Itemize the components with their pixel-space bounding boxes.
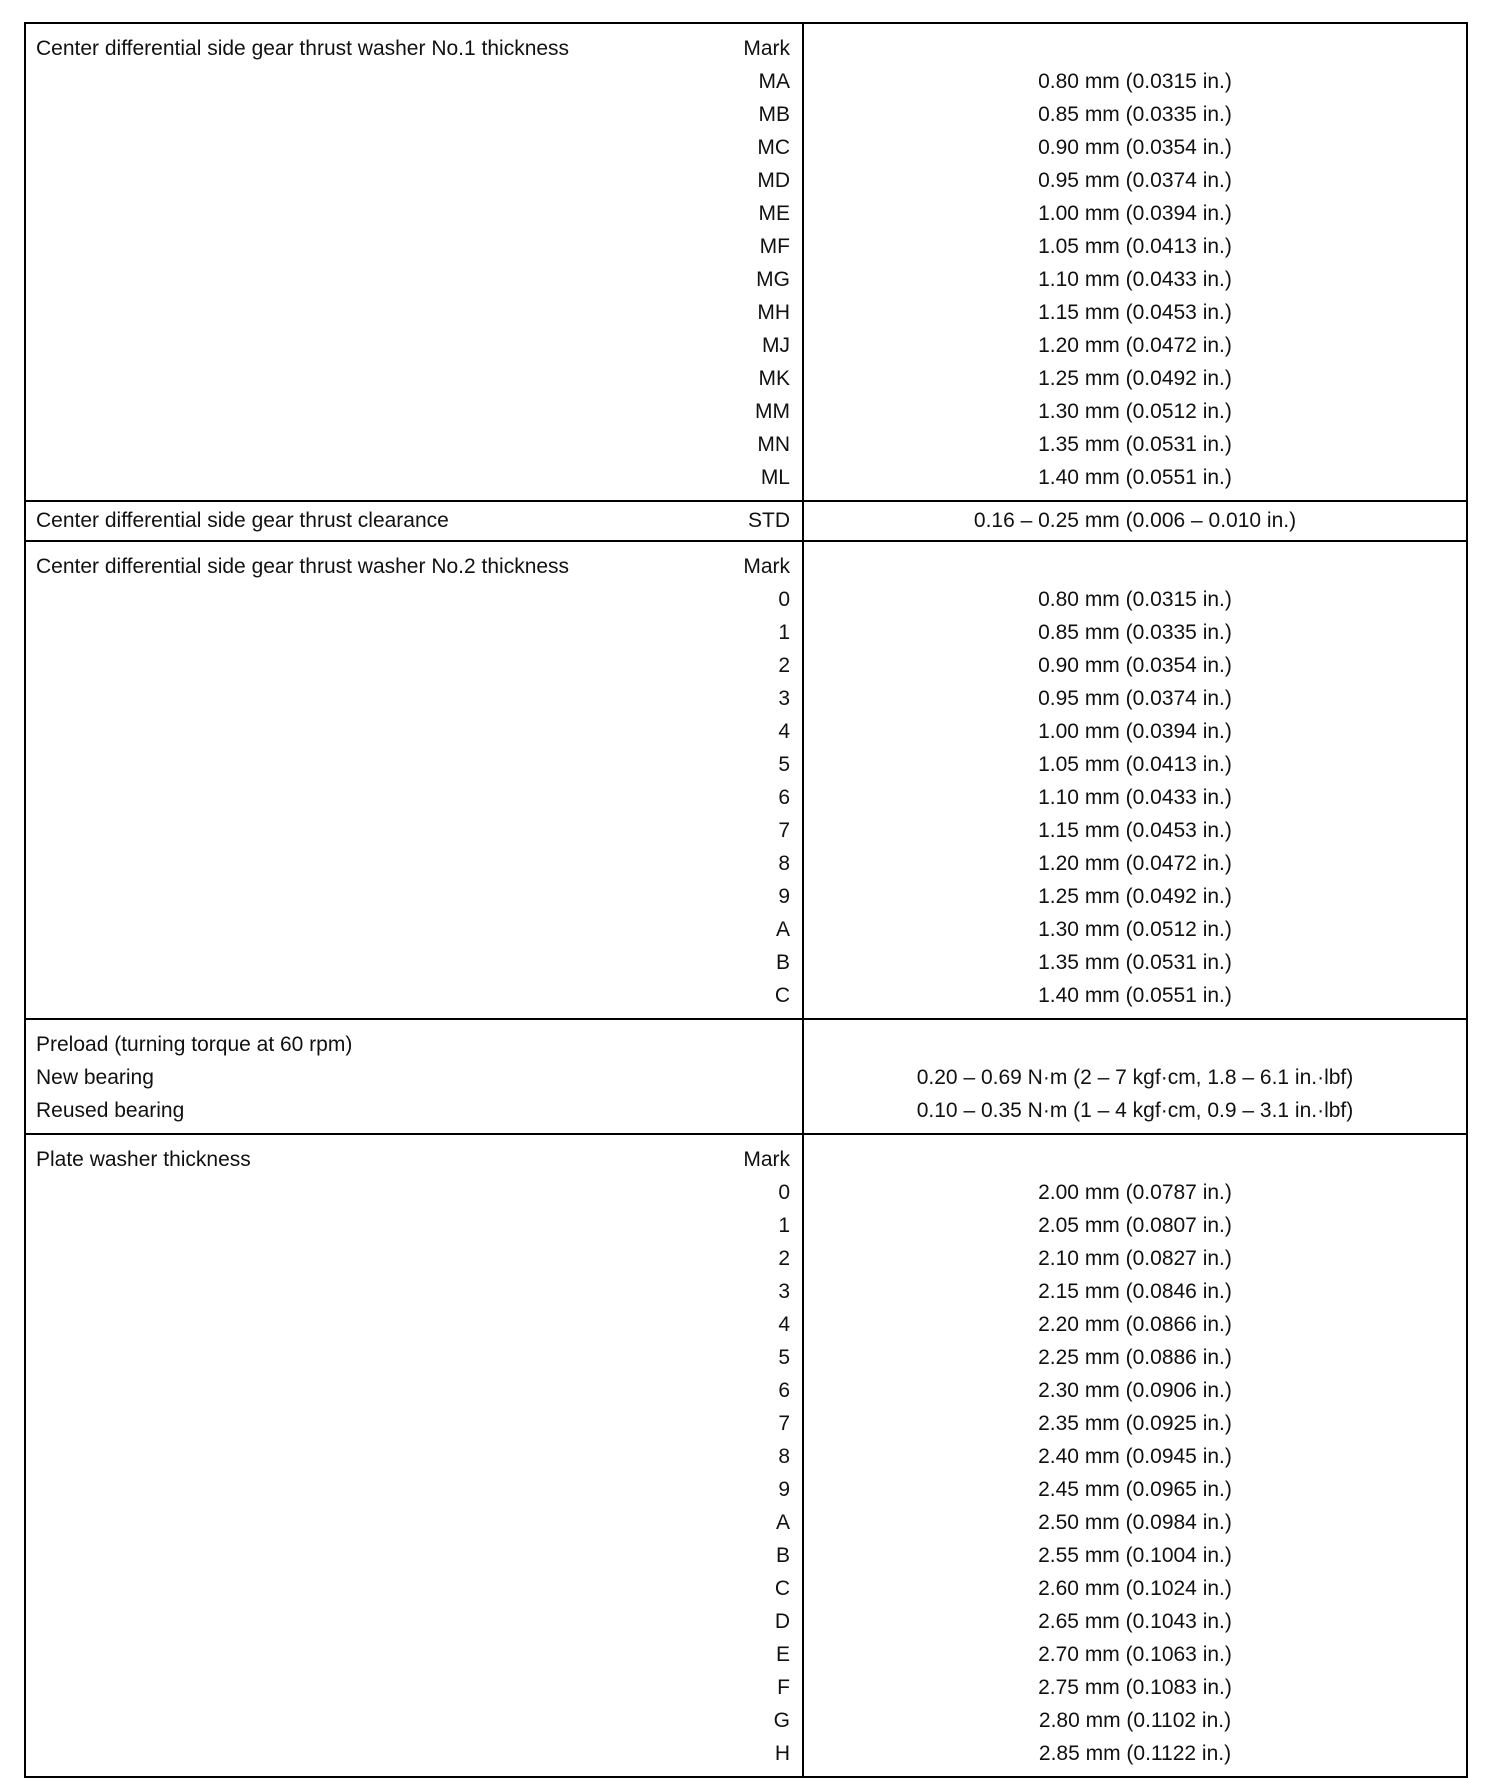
mark-row — [26, 1242, 802, 1275]
thickness-value: 2.20 mm (0.0866 in.) — [1038, 1313, 1232, 1336]
mark-row-spacer — [26, 1605, 36, 1638]
thickness-value: 0.95 mm (0.0374 in.) — [1038, 169, 1232, 192]
mark-value: 8 — [778, 852, 790, 875]
mark-row-spacer — [26, 461, 36, 494]
section-right-cell — [804, 24, 1466, 500]
item-label: Plate washer thickness — [36, 1148, 251, 1171]
section-preload — [26, 1020, 1466, 1135]
mark-row — [26, 1572, 802, 1605]
mark-value: A — [775, 1511, 790, 1534]
mark-list — [26, 1176, 802, 1770]
mark-row — [26, 197, 802, 230]
thickness-value: 1.00 mm (0.0394 in.) — [1038, 720, 1232, 743]
mark-row-spacer — [26, 1704, 36, 1737]
thickness-value: 1.20 mm (0.0472 in.) — [1038, 334, 1232, 357]
thickness-value: 1.40 mm (0.0551 in.) — [1038, 984, 1232, 1007]
mark-row-spacer — [26, 428, 36, 461]
mark-value: 1 — [778, 621, 790, 644]
mark-row-spacer — [26, 1440, 36, 1473]
mark-value: F — [777, 1676, 790, 1699]
thickness-value: 1.25 mm (0.0492 in.) — [1038, 885, 1232, 908]
thickness-value: 2.30 mm (0.0906 in.) — [1038, 1379, 1232, 1402]
reused-bearing-label: Reused bearing — [36, 1099, 185, 1122]
mark-header: Mark — [743, 1148, 790, 1171]
thickness-value: 0.90 mm (0.0354 in.) — [1038, 654, 1232, 677]
mark-row-spacer — [26, 1407, 36, 1440]
section-header-row — [26, 1143, 802, 1176]
thickness-value: 0.85 mm (0.0335 in.) — [1038, 103, 1232, 126]
thickness-value: 1.10 mm (0.0433 in.) — [1038, 786, 1232, 809]
mark-row-spacer — [26, 814, 36, 847]
section-thrust-clearance — [26, 502, 1466, 542]
mark-value: 7 — [778, 819, 790, 842]
mark-row — [26, 946, 802, 979]
mark-row — [26, 461, 802, 494]
thickness-value: 1.35 mm (0.0531 in.) — [1038, 951, 1232, 974]
section-right-cell — [804, 1020, 1466, 1133]
thickness-value: 2.15 mm (0.0846 in.) — [1038, 1280, 1232, 1303]
thickness-value: 2.40 mm (0.0945 in.) — [1038, 1445, 1232, 1468]
mark-row-spacer — [26, 880, 36, 913]
mark-row-spacer — [26, 230, 36, 263]
mark-value: 2 — [778, 1247, 790, 1270]
mark-row — [26, 428, 802, 461]
mark-row — [26, 263, 802, 296]
mark-row — [26, 748, 802, 781]
preload-title-row — [26, 1028, 802, 1061]
mark-row — [26, 131, 802, 164]
mark-row-spacer — [26, 131, 36, 164]
mark-row-spacer — [26, 748, 36, 781]
thickness-value: 0.95 mm (0.0374 in.) — [1038, 687, 1232, 710]
thickness-value: 2.60 mm (0.1024 in.) — [1038, 1577, 1232, 1600]
mark-row — [26, 1737, 802, 1770]
mark-value: MK — [758, 367, 790, 390]
mark-value: MA — [758, 70, 790, 93]
mark-row-spacer — [26, 1275, 36, 1308]
mark-value: B — [775, 951, 790, 974]
mark-row — [26, 682, 802, 715]
section-plate-washer — [26, 1135, 1466, 1776]
mark-row-spacer — [26, 913, 36, 946]
thickness-value: 0.90 mm (0.0354 in.) — [1038, 136, 1232, 159]
thickness-value: 2.05 mm (0.0807 in.) — [1038, 1214, 1232, 1237]
item-label: Center differential side gear thrust washer No.2 thickness — [36, 555, 570, 578]
mark-header: Mark — [743, 37, 790, 60]
mark-row — [26, 1473, 802, 1506]
mark-row-spacer — [26, 649, 36, 682]
thickness-value: 2.80 mm (0.1102 in.) — [1038, 1709, 1232, 1732]
mark-value: H — [774, 1742, 790, 1765]
mark-value: E — [775, 1643, 790, 1666]
thickness-value: 1.25 mm (0.0492 in.) — [1038, 367, 1232, 390]
new-bearing-label: New bearing — [36, 1066, 154, 1089]
mark-row — [26, 98, 802, 131]
thickness-value: 2.75 mm (0.1083 in.) — [1038, 1676, 1232, 1699]
mark-row-spacer — [26, 781, 36, 814]
mark-row — [26, 1704, 802, 1737]
thickness-value: 1.15 mm (0.0453 in.) — [1038, 301, 1232, 324]
mark-row — [26, 164, 802, 197]
mark-value: 2 — [778, 654, 790, 677]
section-left-cell — [26, 24, 804, 500]
mark-value: 0 — [778, 1181, 790, 1204]
mark-value: 1 — [778, 1214, 790, 1237]
item-label: Preload (turning torque at 60 rpm) — [36, 1033, 353, 1056]
clearance-value: 0.16 – 0.25 mm (0.006 – 0.010 in.) — [973, 509, 1297, 532]
thickness-value: 2.35 mm (0.0925 in.) — [1038, 1412, 1232, 1435]
mark-row-spacer — [26, 715, 36, 748]
thickness-value: 2.25 mm (0.0886 in.) — [1038, 1346, 1232, 1369]
new-bearing-row — [26, 1061, 802, 1094]
thickness-value: 2.00 mm (0.0787 in.) — [1038, 1181, 1232, 1204]
mark-row — [26, 1539, 802, 1572]
mark-row — [26, 362, 802, 395]
mark-row — [26, 583, 802, 616]
mark-row — [26, 616, 802, 649]
section-right-cell — [804, 542, 1466, 1018]
thickness-value: 1.30 mm (0.0512 in.) — [1038, 918, 1232, 941]
thickness-value: 1.05 mm (0.0413 in.) — [1038, 753, 1232, 776]
spec-table — [24, 22, 1468, 1778]
mark-row — [26, 1638, 802, 1671]
value-list — [804, 65, 1466, 494]
thickness-value: 0.85 mm (0.0335 in.) — [1038, 621, 1232, 644]
mark-value: MN — [757, 433, 790, 456]
mark-row-spacer — [26, 847, 36, 880]
thickness-value: 1.35 mm (0.0531 in.) — [1038, 433, 1232, 456]
std-mark: STD — [748, 509, 790, 532]
mark-row — [26, 781, 802, 814]
mark-value: MF — [759, 235, 790, 258]
mark-row-spacer — [26, 395, 36, 428]
thickness-value: 2.65 mm (0.1043 in.) — [1038, 1610, 1232, 1633]
mark-row — [26, 1440, 802, 1473]
mark-value: MJ — [762, 334, 790, 357]
section-right-cell — [804, 502, 1466, 540]
mark-value: MB — [758, 103, 790, 126]
mark-value: 9 — [778, 1478, 790, 1501]
mark-row — [26, 296, 802, 329]
mark-value: MM — [755, 400, 790, 423]
value-list — [804, 1176, 1466, 1770]
mark-value: MD — [757, 169, 790, 192]
thickness-value: 2.50 mm (0.0984 in.) — [1038, 1511, 1232, 1534]
mark-row-spacer — [26, 1572, 36, 1605]
mark-row-spacer — [26, 1737, 36, 1770]
mark-value: 5 — [778, 753, 790, 776]
mark-row-spacer — [26, 263, 36, 296]
mark-row-spacer — [26, 164, 36, 197]
section-header-row — [26, 550, 802, 583]
section-washer-no1 — [26, 24, 1466, 502]
mark-value: ML — [760, 466, 790, 489]
thickness-value: 2.70 mm (0.1063 in.) — [1038, 1643, 1232, 1666]
mark-header: Mark — [743, 555, 790, 578]
mark-row — [26, 329, 802, 362]
mark-value: C — [774, 984, 790, 1007]
mark-row-spacer — [26, 1638, 36, 1671]
item-label: Center differential side gear thrust washer No.1 thickness — [36, 37, 570, 60]
mark-row-spacer — [26, 1374, 36, 1407]
mark-value: B — [775, 1544, 790, 1567]
mark-row-spacer — [26, 682, 36, 715]
clearance-row — [26, 502, 802, 540]
mark-row — [26, 913, 802, 946]
mark-row-spacer — [26, 616, 36, 649]
mark-list — [26, 65, 802, 494]
mark-value: G — [773, 1709, 790, 1732]
mark-row-spacer — [26, 98, 36, 131]
thickness-value: 1.20 mm (0.0472 in.) — [1038, 852, 1232, 875]
mark-row — [26, 1176, 802, 1209]
section-left-cell — [26, 502, 804, 540]
thickness-value: 2.10 mm (0.0827 in.) — [1038, 1247, 1232, 1270]
thickness-value: 2.85 mm (0.1122 in.) — [1038, 1742, 1232, 1765]
mark-row-spacer — [26, 1308, 36, 1341]
mark-value: 9 — [778, 885, 790, 908]
mark-row — [26, 814, 802, 847]
mark-row — [26, 1374, 802, 1407]
reused-bearing-value: 0.10 – 0.35 N·m (1 – 4 kgf·cm, 0.9 – 3.1 in.·lbf) — [916, 1099, 1354, 1122]
mark-row-spacer — [26, 296, 36, 329]
mark-row — [26, 1275, 802, 1308]
mark-row-spacer — [26, 979, 36, 1012]
preload-title-spacer — [804, 1028, 1466, 1061]
mark-row — [26, 1209, 802, 1242]
mark-row-spacer — [26, 946, 36, 979]
mark-value: ME — [758, 202, 790, 225]
mark-row — [26, 1671, 802, 1704]
mark-row — [26, 1605, 802, 1638]
mark-value: 3 — [778, 1280, 790, 1303]
mark-row-spacer — [26, 362, 36, 395]
mark-value: 6 — [778, 1379, 790, 1402]
mark-value: C — [774, 1577, 790, 1600]
item-label: Center differential side gear thrust clearance — [36, 509, 449, 532]
mark-row-spacer — [26, 197, 36, 230]
mark-row — [26, 979, 802, 1012]
mark-value: 7 — [778, 1412, 790, 1435]
mark-value: MH — [757, 301, 790, 324]
mark-value: D — [774, 1610, 790, 1633]
mark-value: 4 — [778, 1313, 790, 1336]
mark-value: A — [775, 918, 790, 941]
new-bearing-value: 0.20 – 0.69 N·m (2 – 7 kgf·cm, 1.8 – 6.1 in.·lbf) — [916, 1066, 1354, 1089]
section-left-cell — [26, 1020, 804, 1133]
mark-value: MG — [756, 268, 790, 291]
mark-value: 3 — [778, 687, 790, 710]
mark-value: MC — [757, 136, 790, 159]
value-header-spacer — [804, 32, 1466, 65]
mark-row — [26, 230, 802, 263]
mark-value: 8 — [778, 1445, 790, 1468]
mark-row-spacer — [26, 329, 36, 362]
section-washer-no2 — [26, 542, 1466, 1020]
mark-row-spacer — [26, 1209, 36, 1242]
section-header-row — [26, 32, 802, 65]
mark-value: 0 — [778, 588, 790, 611]
value-list — [804, 583, 1466, 1012]
thickness-value: 1.30 mm (0.0512 in.) — [1038, 400, 1232, 423]
mark-list — [26, 583, 802, 1012]
mark-row-spacer — [26, 1539, 36, 1572]
thickness-value: 1.05 mm (0.0413 in.) — [1038, 235, 1232, 258]
mark-row-spacer — [26, 1341, 36, 1374]
mark-row — [26, 1407, 802, 1440]
thickness-value: 1.10 mm (0.0433 in.) — [1038, 268, 1232, 291]
mark-row-spacer — [26, 1506, 36, 1539]
thickness-value: 1.15 mm (0.0453 in.) — [1038, 819, 1232, 842]
mark-row — [26, 715, 802, 748]
mark-value: 5 — [778, 1346, 790, 1369]
mark-value: 4 — [778, 720, 790, 743]
value-header-spacer — [804, 550, 1466, 583]
reused-bearing-row — [26, 1094, 802, 1127]
mark-row-spacer — [26, 65, 36, 98]
mark-row-spacer — [26, 1473, 36, 1506]
section-left-cell — [26, 1135, 804, 1776]
mark-row — [26, 65, 802, 98]
mark-row-spacer — [26, 1671, 36, 1704]
mark-row — [26, 1506, 802, 1539]
mark-row — [26, 847, 802, 880]
mark-value: 6 — [778, 786, 790, 809]
mark-row — [26, 1341, 802, 1374]
thickness-value: 1.40 mm (0.0551 in.) — [1038, 466, 1232, 489]
mark-row-spacer — [26, 1242, 36, 1275]
mark-row — [26, 395, 802, 428]
thickness-value: 0.80 mm (0.0315 in.) — [1038, 588, 1232, 611]
section-right-cell — [804, 1135, 1466, 1776]
mark-row — [26, 1308, 802, 1341]
mark-row — [26, 880, 802, 913]
thickness-value: 0.80 mm (0.0315 in.) — [1038, 70, 1232, 93]
section-left-cell — [26, 542, 804, 1018]
mark-row-spacer — [26, 583, 36, 616]
thickness-value: 1.00 mm (0.0394 in.) — [1038, 202, 1232, 225]
value-header-spacer — [804, 1143, 1466, 1176]
thickness-value: 2.45 mm (0.0965 in.) — [1038, 1478, 1232, 1501]
mark-row — [26, 649, 802, 682]
mark-row-spacer — [26, 1176, 36, 1209]
thickness-value: 2.55 mm (0.1004 in.) — [1038, 1544, 1232, 1567]
